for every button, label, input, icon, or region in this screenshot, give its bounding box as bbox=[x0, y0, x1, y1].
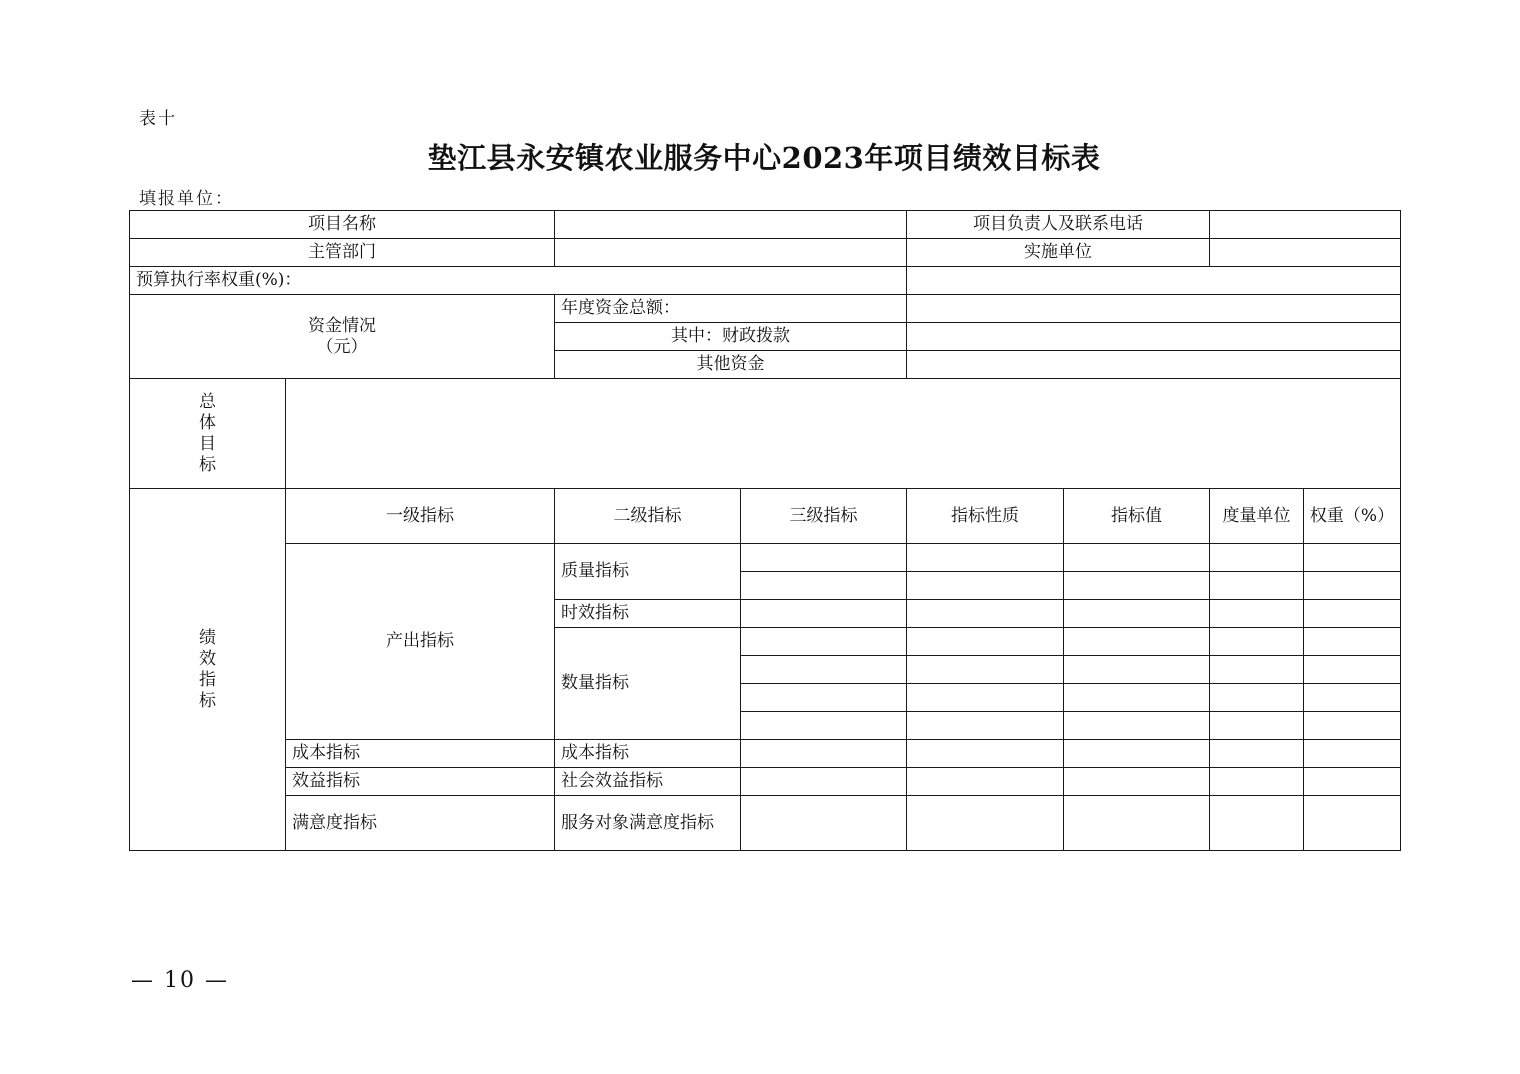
header-level1: 一级指标 bbox=[286, 489, 555, 544]
indicator-cell[interactable] bbox=[1304, 740, 1401, 768]
indicator-cell[interactable] bbox=[1304, 628, 1401, 656]
indicator-cell[interactable] bbox=[1304, 544, 1401, 572]
indicator-cell[interactable] bbox=[1064, 656, 1210, 684]
performance-label-char: 绩 bbox=[199, 627, 216, 648]
indicator-cell[interactable] bbox=[1304, 600, 1401, 628]
indicator-cell[interactable] bbox=[1210, 684, 1304, 712]
department-field[interactable] bbox=[555, 239, 907, 267]
other-funds-field[interactable] bbox=[907, 351, 1401, 379]
indicator-cell[interactable] bbox=[907, 572, 1064, 600]
funds-label-line1: 资金情况 bbox=[308, 315, 376, 336]
quality-indicator-label: 质量指标 bbox=[555, 544, 741, 600]
budget-rate-label: 预算执行率权重(%)： bbox=[130, 267, 907, 295]
performance-label-char: 标 bbox=[199, 690, 216, 711]
table-row bbox=[130, 740, 1401, 768]
indicator-cell[interactable] bbox=[1304, 712, 1401, 740]
cost-indicator-level2: 成本指标 bbox=[555, 740, 741, 768]
indicator-cell[interactable] bbox=[741, 712, 907, 740]
indicator-cell[interactable] bbox=[741, 656, 907, 684]
indicator-cell[interactable] bbox=[1210, 600, 1304, 628]
implementing-unit-label: 实施单位 bbox=[907, 239, 1210, 267]
indicator-cell[interactable] bbox=[1064, 628, 1210, 656]
header-level2: 二级指标 bbox=[555, 489, 741, 544]
contact-field[interactable] bbox=[1210, 211, 1401, 239]
indicator-cell[interactable] bbox=[741, 600, 907, 628]
table-row bbox=[130, 489, 1401, 544]
indicator-cell[interactable] bbox=[1210, 796, 1304, 851]
funds-label-line2: （元） bbox=[316, 336, 368, 357]
table-row bbox=[130, 379, 1401, 489]
indicator-cell[interactable] bbox=[907, 600, 1064, 628]
indicator-cell[interactable] bbox=[1064, 796, 1210, 851]
table-row bbox=[130, 295, 1401, 323]
table-row bbox=[130, 544, 1401, 572]
fiscal-allocation-label: 其中：财政拨款 bbox=[555, 323, 907, 351]
indicator-cell[interactable] bbox=[907, 712, 1064, 740]
indicator-cell[interactable] bbox=[907, 656, 1064, 684]
indicator-cell[interactable] bbox=[1064, 768, 1210, 796]
overall-goal-char: 目 bbox=[199, 433, 216, 454]
indicator-cell[interactable] bbox=[741, 628, 907, 656]
satisfaction-indicator-level2: 服务对象满意度指标 bbox=[555, 796, 741, 851]
overall-goal-field[interactable] bbox=[286, 379, 1401, 489]
indicator-cell[interactable] bbox=[1210, 628, 1304, 656]
overall-goal-label bbox=[130, 379, 286, 489]
indicator-cell[interactable] bbox=[1304, 684, 1401, 712]
indicator-cell[interactable] bbox=[1210, 656, 1304, 684]
header-nature: 指标性质 bbox=[907, 489, 1064, 544]
output-indicator-label: 产出指标 bbox=[286, 544, 555, 740]
indicator-cell[interactable] bbox=[907, 684, 1064, 712]
indicator-cell[interactable] bbox=[907, 628, 1064, 656]
contact-label: 项目负责人及联系电话 bbox=[907, 211, 1210, 239]
indicator-cell[interactable] bbox=[741, 572, 907, 600]
project-name-field[interactable] bbox=[555, 211, 907, 239]
indicator-cell[interactable] bbox=[1064, 600, 1210, 628]
indicator-cell[interactable] bbox=[741, 796, 907, 851]
benefit-indicator-level2: 社会效益指标 bbox=[555, 768, 741, 796]
project-name-label: 项目名称 bbox=[130, 211, 555, 239]
header-value: 指标值 bbox=[1064, 489, 1210, 544]
indicator-cell[interactable] bbox=[1210, 768, 1304, 796]
reporting-unit-label: 填报单位： bbox=[139, 189, 234, 209]
indicator-cell[interactable] bbox=[1210, 544, 1304, 572]
table-row bbox=[130, 267, 1401, 295]
indicator-cell[interactable] bbox=[741, 684, 907, 712]
indicator-cell[interactable] bbox=[741, 768, 907, 796]
fiscal-allocation-field[interactable] bbox=[907, 323, 1401, 351]
indicator-cell[interactable] bbox=[1064, 712, 1210, 740]
indicator-cell[interactable] bbox=[1210, 712, 1304, 740]
table-row bbox=[130, 211, 1401, 239]
performance-label-char: 指 bbox=[199, 669, 216, 690]
overall-goal-char: 标 bbox=[199, 454, 216, 475]
table-number-label: 表十 bbox=[139, 109, 177, 129]
department-label: 主管部门 bbox=[130, 239, 555, 267]
indicator-cell[interactable] bbox=[1210, 740, 1304, 768]
indicator-cell[interactable] bbox=[741, 544, 907, 572]
performance-label-char: 效 bbox=[199, 648, 216, 669]
other-funds-label: 其他资金 bbox=[555, 351, 907, 379]
indicator-cell[interactable] bbox=[741, 740, 907, 768]
benefit-indicator-level1: 效益指标 bbox=[286, 768, 555, 796]
overall-goal-char: 体 bbox=[199, 412, 216, 433]
indicator-cell[interactable] bbox=[1304, 796, 1401, 851]
indicator-cell[interactable] bbox=[907, 768, 1064, 796]
document-title: 垫江县永安镇农业服务中心2023年项目绩效目标表 bbox=[427, 141, 1101, 175]
performance-goal-table bbox=[129, 210, 1401, 851]
funds-label bbox=[130, 295, 555, 379]
indicator-cell[interactable] bbox=[1064, 572, 1210, 600]
annual-total-label: 年度资金总额： bbox=[555, 295, 907, 323]
header-weight: 权重（%） bbox=[1304, 489, 1401, 544]
header-unit: 度量单位 bbox=[1210, 489, 1304, 544]
table-row bbox=[130, 768, 1401, 796]
cost-indicator-level1: 成本指标 bbox=[286, 740, 555, 768]
table-row bbox=[130, 239, 1401, 267]
annual-total-field[interactable] bbox=[907, 295, 1401, 323]
satisfaction-indicator-level1: 满意度指标 bbox=[286, 796, 555, 851]
indicator-cell[interactable] bbox=[1064, 544, 1210, 572]
overall-goal-char: 总 bbox=[199, 391, 216, 412]
indicator-cell[interactable] bbox=[907, 796, 1064, 851]
table-row bbox=[130, 796, 1401, 851]
indicator-cell[interactable] bbox=[907, 740, 1064, 768]
indicator-cell[interactable] bbox=[1064, 684, 1210, 712]
indicator-cell[interactable] bbox=[1064, 740, 1210, 768]
performance-indicator-label bbox=[130, 489, 286, 851]
indicator-cell[interactable] bbox=[1210, 572, 1304, 600]
indicator-cell[interactable] bbox=[1304, 572, 1401, 600]
header-level3: 三级指标 bbox=[741, 489, 907, 544]
indicator-cell[interactable] bbox=[907, 544, 1064, 572]
indicator-cell[interactable] bbox=[1304, 656, 1401, 684]
timeliness-indicator-label: 时效指标 bbox=[555, 600, 741, 628]
page-number: — 10 — bbox=[131, 968, 229, 993]
indicator-cell[interactable] bbox=[1304, 768, 1401, 796]
implementing-unit-field[interactable] bbox=[1210, 239, 1401, 267]
budget-rate-field[interactable] bbox=[907, 267, 1401, 295]
quantity-indicator-label: 数量指标 bbox=[555, 628, 741, 740]
